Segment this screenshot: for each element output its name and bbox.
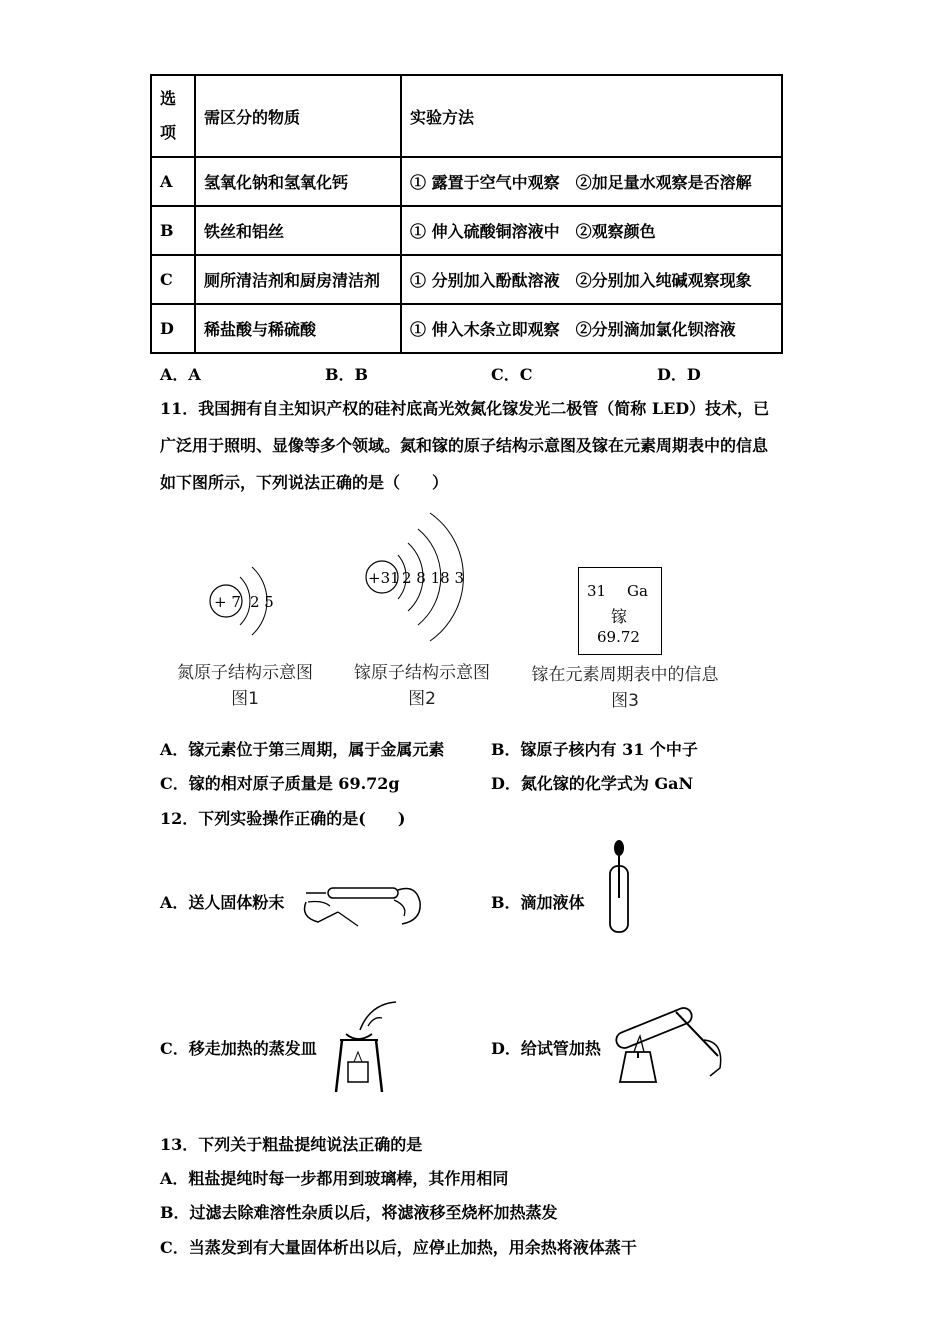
evaporating-dish-illustration xyxy=(330,1000,405,1096)
fig1-label: 图1 xyxy=(231,689,259,709)
dropper-test-tube-illustration xyxy=(600,838,640,938)
table-row xyxy=(151,157,782,206)
q11-stem-line3: 如下图所示，下列说法正确的是（ ） xyxy=(160,473,449,492)
row-method: ① 分别加入酚酞溶液 ②分别加入纯碱观察现象 xyxy=(401,255,782,304)
gallium-nucleus: +31 xyxy=(368,569,400,587)
q12-stem: 12．下列实验操作正确的是( ) xyxy=(160,809,406,828)
table-row xyxy=(151,255,782,304)
q13-option-c[interactable]: C．当蒸发到有大量固体析出以后，应停止加热，用余热将液体蒸干 xyxy=(160,1238,637,1257)
q10-option-a[interactable]: A．A xyxy=(160,365,201,384)
q13-option-b[interactable]: B．过滤去除难溶性杂质以后，将滤液移至烧杯加热蒸发 xyxy=(160,1203,558,1222)
row-label: C xyxy=(151,255,195,304)
row-substance: 稀盐酸与稀硫酸 xyxy=(195,304,401,353)
row-substance: 厕所清洁剂和厨房清洁剂 xyxy=(195,255,401,304)
element-symbol: Ga xyxy=(627,582,648,600)
row-method: ① 伸入木条立即观察 ②分别滴加氯化钡溶液 xyxy=(401,304,782,353)
q11-option-a[interactable]: A．镓元素位于第三周期，属于金属元素 xyxy=(160,740,445,759)
row-label: B xyxy=(151,206,195,255)
nitrogen-nucleus: + 7 xyxy=(214,593,241,611)
row-label: A xyxy=(151,157,195,206)
nitrogen-atom-diagram xyxy=(200,555,290,645)
q13-option-a[interactable]: A．粗盐提纯时每一步都用到玻璃棒，其作用相同 xyxy=(160,1169,509,1188)
element-name: 镓 xyxy=(611,607,628,626)
table-row xyxy=(151,206,782,255)
gallium-shells: 2 8 18 3 xyxy=(402,569,465,587)
q10-option-c[interactable]: C．C xyxy=(491,365,533,384)
row-method: ① 露置于空气中观察 ②加足量水观察是否溶解 xyxy=(401,157,782,206)
atomic-mass: 69.72 xyxy=(597,628,640,646)
q13-stem: 13．下列关于粗盐提纯说法正确的是 xyxy=(160,1135,423,1154)
comparison-table xyxy=(150,74,783,354)
q12-option-d[interactable]: D．给试管加热 xyxy=(491,1039,601,1058)
row-substance: 氢氧化钠和氢氧化钙 xyxy=(195,157,401,206)
q10-option-d[interactable]: D．D xyxy=(657,365,701,384)
q11-option-b[interactable]: B．镓原子核内有 31 个中子 xyxy=(491,740,698,759)
fig3-label: 图3 xyxy=(611,691,639,711)
gallium-element-cell xyxy=(578,567,662,655)
row-method: ① 伸入硫酸铜溶液中 ②观察颜色 xyxy=(401,206,782,255)
q11-stem-line1: 11．我国拥有自主知识产权的硅衬底高光效氮化镓发光二极管（简称 LED）技术，已 xyxy=(160,399,770,418)
row-substance: 铁丝和铝丝 xyxy=(195,206,401,255)
fig2-caption: 镓原子结构示意图 xyxy=(354,663,490,683)
fig1-caption: 氮原子结构示意图 xyxy=(177,663,313,683)
nitrogen-shells: 2 5 xyxy=(250,593,274,611)
q12-option-a[interactable]: A．送人固体粉末 xyxy=(160,893,285,912)
powder-insertion-illustration xyxy=(298,872,426,932)
q11-stem-line2: 广泛用于照明、显像等多个领域。氮和镓的原子结构示意图及镓在元素周期表中的信息 xyxy=(160,436,769,455)
atomic-number: 31 xyxy=(587,582,607,600)
gallium-atom-diagram xyxy=(360,505,480,650)
fig2-label: 图2 xyxy=(408,689,436,709)
header-method: 实验方法 xyxy=(401,75,782,157)
fig3-caption: 镓在元素周期表中的信息 xyxy=(531,665,719,685)
row-label: D xyxy=(151,304,195,353)
q10-option-b[interactable]: B．B xyxy=(325,365,369,384)
header-option: 选 项 xyxy=(151,75,195,157)
q12-option-b[interactable]: B．滴加液体 xyxy=(491,893,585,912)
heating-test-tube-illustration xyxy=(606,992,730,1092)
q11-option-c[interactable]: C．镓的相对原子质量是 69.72g xyxy=(160,774,400,793)
q12-option-c[interactable]: C．移走加热的蒸发皿 xyxy=(160,1039,317,1058)
q11-option-d[interactable]: D．氮化镓的化学式为 GaN xyxy=(491,774,694,793)
header-substance: 需区分的物质 xyxy=(195,75,401,157)
table-row xyxy=(151,304,782,353)
table-header-row xyxy=(151,75,782,157)
